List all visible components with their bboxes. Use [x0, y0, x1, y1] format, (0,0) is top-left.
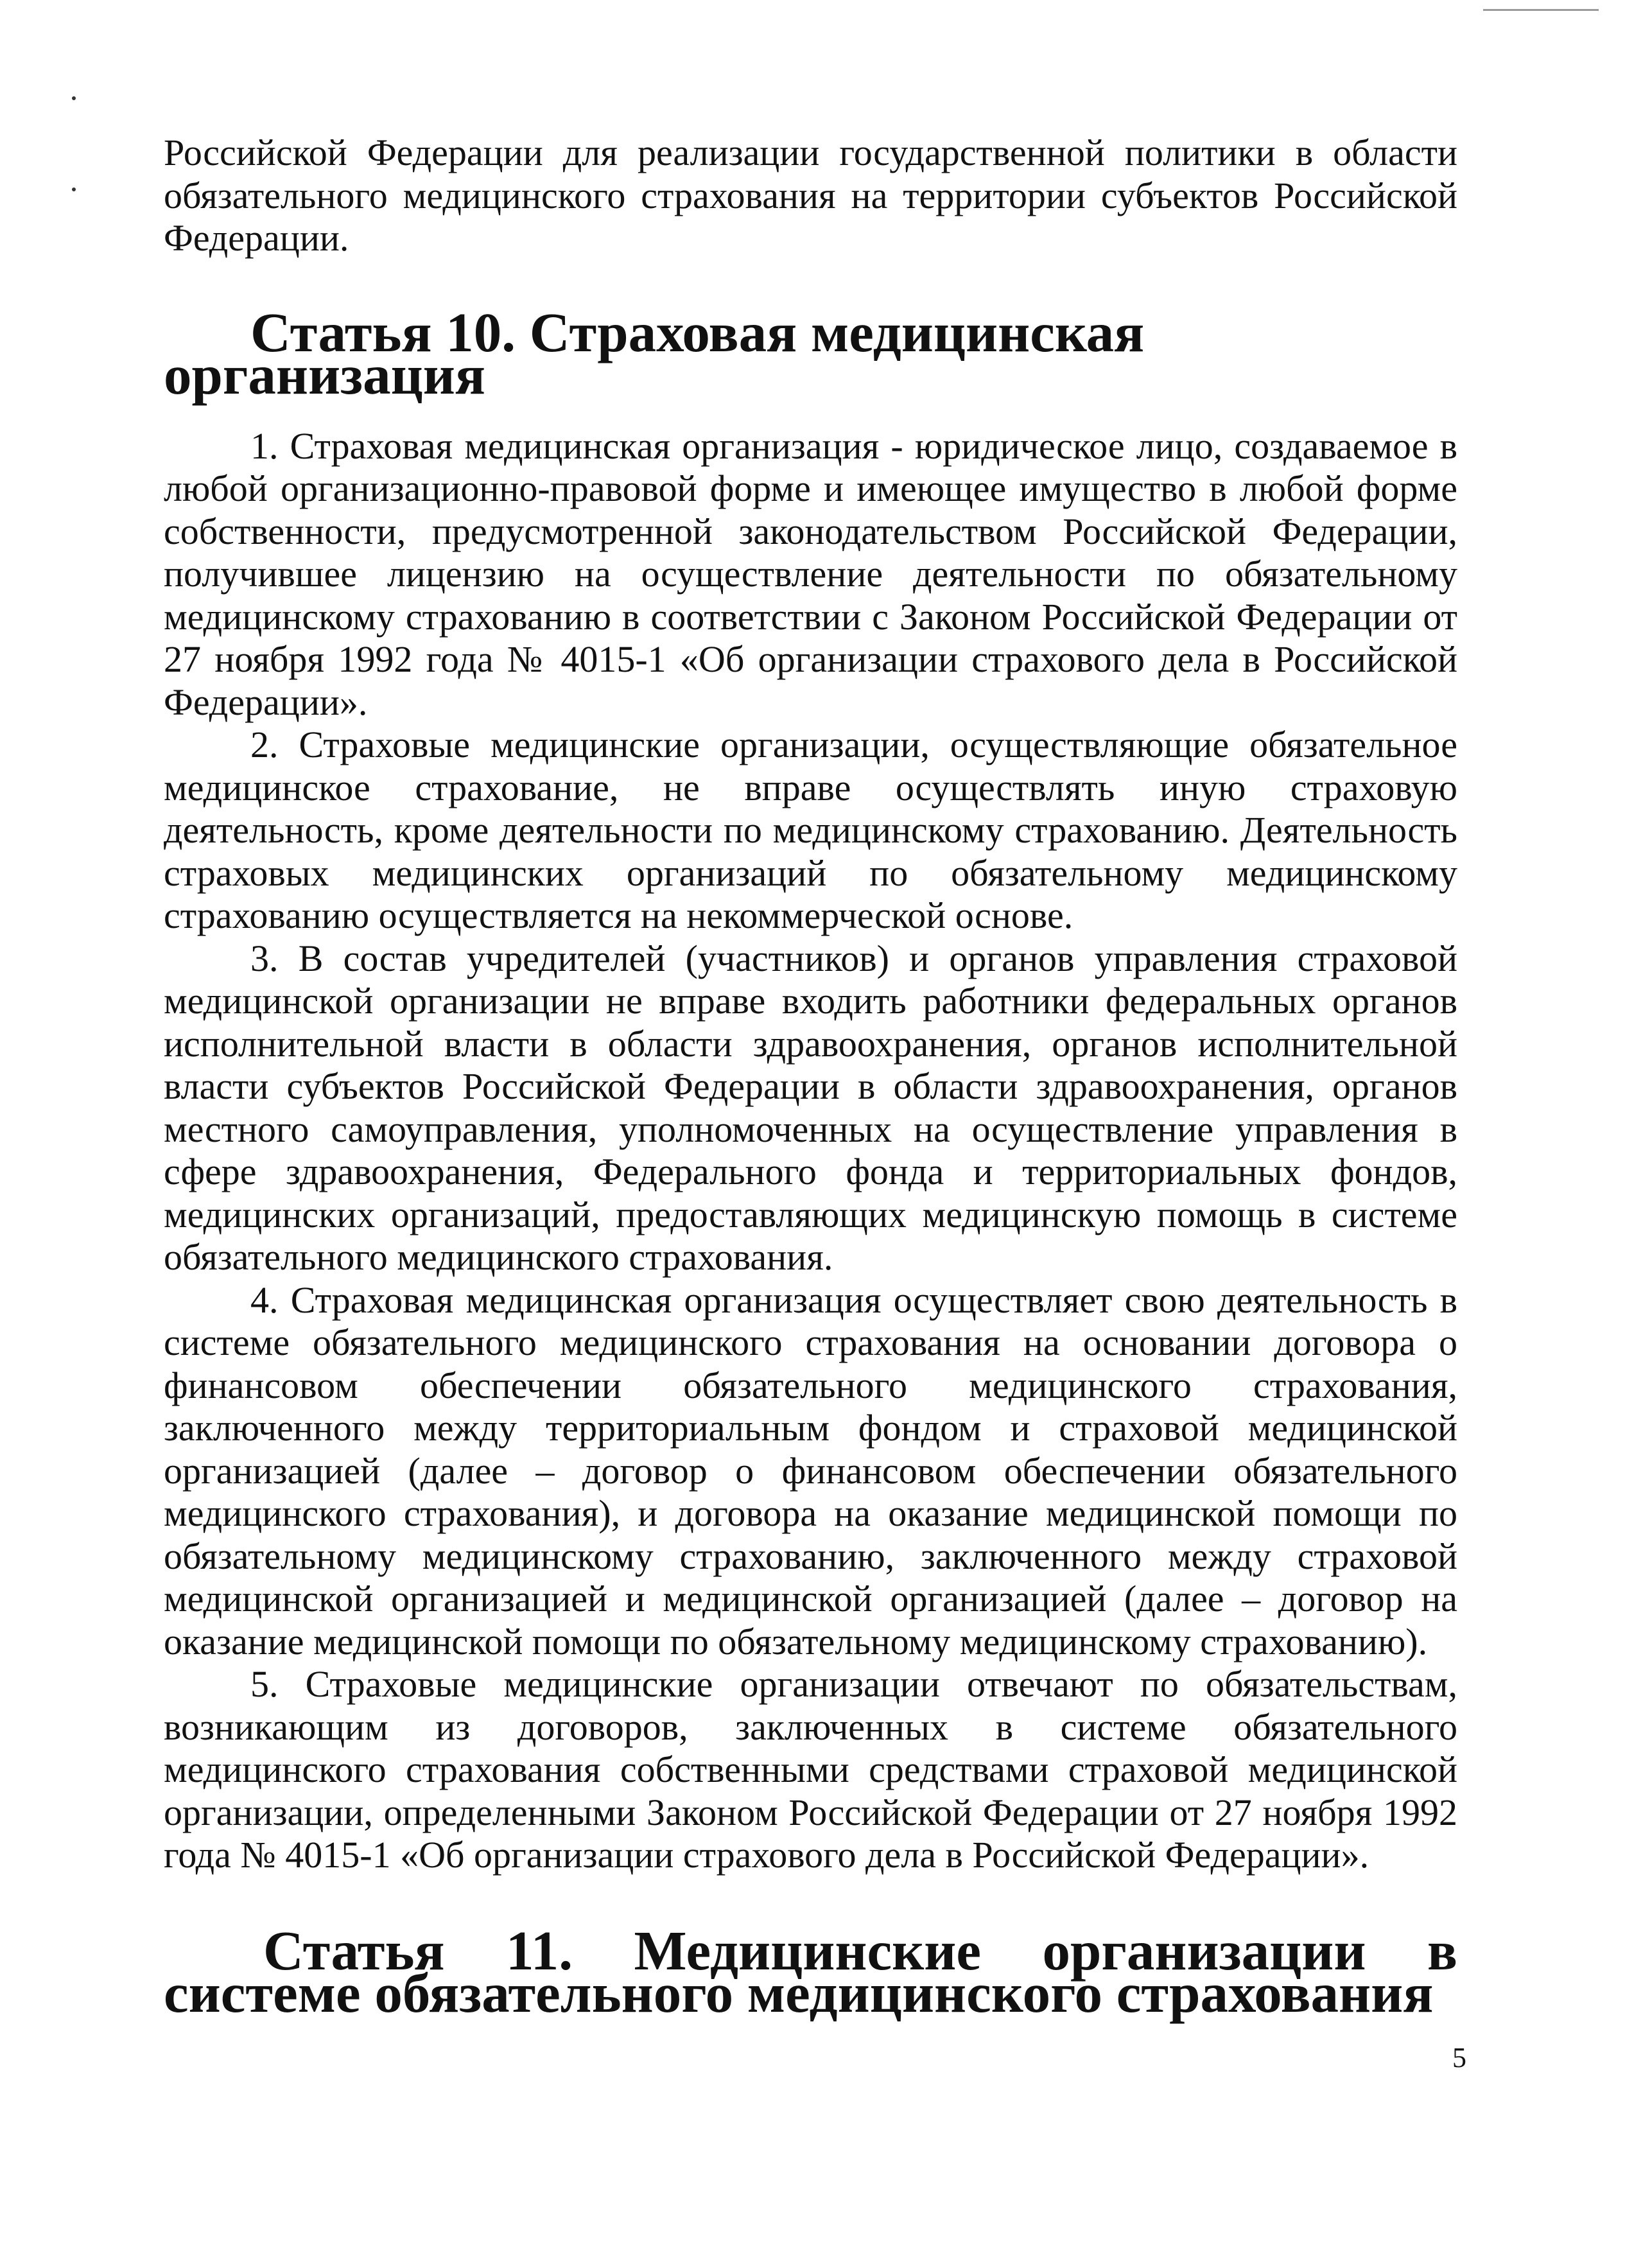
article-10-paragraph-5: 5. Страховые медицинские организации отвечают по обязательствам, возникающим из договоров, заключенных в системе обязательного медицинского страхования собственными средствами страховой медицинской организации, определенными Законом Российской Федерации от 27 ноября 1992 года № 4015-1 «Об организации страхового дела в Российской Федерации».: [164, 1663, 1457, 1876]
article-11-heading: Статья 11. Медицинские организации в системе обязательного медицинского страхования: [164, 1919, 1457, 2024]
scan-speck: [72, 188, 76, 191]
article-10-paragraph-4: 4. Страховая медицинская организация осуществляет свою деятельность в системе обязательного медицинского страхования на основании договора о финансовом обеспечении обязательного медицинского страхования, заключенного между территориальным фондом и страховой медицинской организацией (далее – договор о финансовом обеспечении обязательного медицинского страхования), и договора на оказание медицинской помощи по обязательному медицинскому страхованию, заключенного между страховой медицинской организацией и медицинской организацией (далее – договор на оказание медицинской помощи по обязательному медицинскому страхованию).: [164, 1278, 1457, 1662]
article-10-paragraph-3: 3. В состав учредителей (участников) и органов управления страховой медицинской организации не вправе входить работники федеральных органов исполнительной власти в области здравоохранения, органов исполнительной власти субъектов Российской Федерации в области здравоохранения, органов местного самоуправления, уполномоченных на осуществление управления в сфере здравоохранения, Федерального фонда и территориальных фондов, медицинских организаций, предоставляющих медицинскую помощь в системе обязательного медицинского страхования.: [164, 937, 1457, 1278]
document-body: [164, 132, 1457, 2024]
scan-edge-mark: [1483, 9, 1599, 11]
scan-speck: [72, 96, 76, 100]
article-10-paragraph-1: 1. Страховая медицинская организация - юридическое лицо, создаваемое в любой организационно-правовой форме и имеющее имущество в любой форме собственности, предусмотренной законодательством Российской Федерации, получившее лицензию на осуществление деятельности по обязательному медицинскому страхованию в соответствии с Законом Российской Федерации от 27 ноября 1992 года № 4015-1 «Об организации страхового дела в Российской Федерации».: [164, 424, 1457, 723]
intro-paragraph: Российской Федерации для реализации государственной политики в области обязательного медицинского страхования на территории субъектов Российской Федерации.: [164, 132, 1457, 259]
page-number: 5: [1452, 2042, 1466, 2073]
article-10-heading: Статья 10. Страховая медицинская организация: [164, 301, 1145, 406]
article-10-paragraph-2: 2. Страховые медицинские организации, осуществляющие обязательное медицинское страхование, не вправе осуществлять иную страховую деятельность, кроме деятельности по медицинскому страхованию. Деятельность страховых медицинских организаций по обязательному медицинскому страхованию осуществляется на некоммерческой основе.: [164, 724, 1457, 936]
